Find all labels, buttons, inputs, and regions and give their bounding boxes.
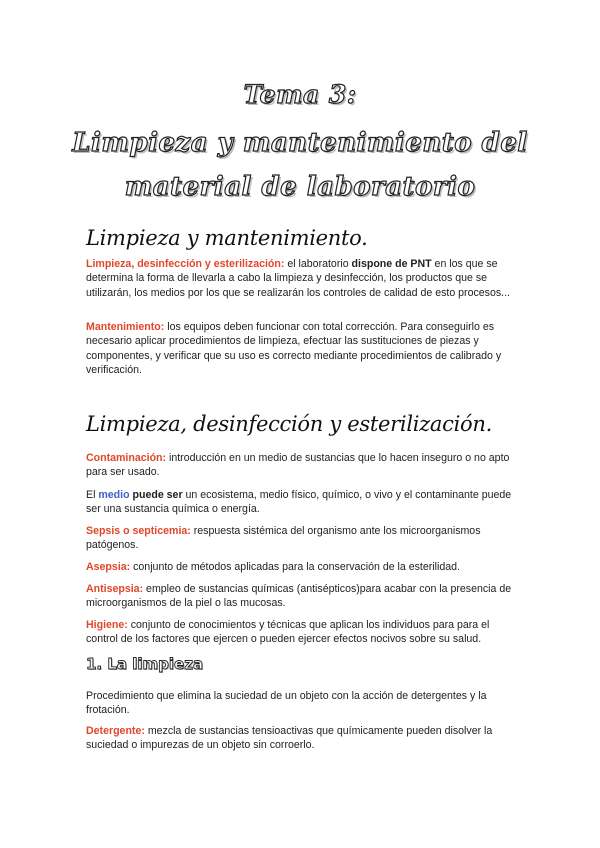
term-label: Sepsis o septicemia:	[86, 525, 191, 537]
blue-term: medio	[98, 489, 130, 501]
paragraph-text: un ecosistema, medio físico, químico, o vivo y el contaminante puede ser una sustancia química o energía.	[86, 489, 512, 516]
paragraph-antisepsia	[86, 582, 518, 611]
paragraph-text: empleo de sustancias químicas (antisépticos)para acabar con la presencia de microorganismos de la piel o las mucosas.	[86, 583, 512, 610]
term-label: Asepsia:	[86, 561, 131, 573]
bold-text: puede ser	[129, 489, 183, 501]
paragraph-limpieza-desinfeccion	[86, 257, 518, 300]
bold-text: dispone de PNT	[351, 258, 432, 270]
subsection-heading-limpieza: 1. La limpieza	[86, 655, 204, 673]
paragraph-text: mezcla de sustancias tensioactivas que químicamente pueden disolver la suciedad o impurezas de un objeto sin corroerlo.	[86, 725, 493, 752]
section-heading-limpieza-mantenimiento: Limpieza y mantenimiento.	[86, 226, 368, 250]
document-title-line-2: Limpieza y mantenimiento del	[72, 128, 528, 158]
paragraph-text: en los que se determina la forma de llevarla a cabo la limpieza y desinfección, los productos que se utilizarán, los medios por los que se realizarán los controles de calidad de esto procesos...	[86, 258, 510, 299]
document-title-line-1: Tema 3:	[243, 80, 357, 109]
term-label: Contaminación:	[86, 452, 167, 464]
document-title-line-3: material de laboratorio	[124, 172, 476, 202]
paragraph-text: introducción en un medio de sustancias que lo hacen inseguro o no apto para ser usado.	[86, 452, 510, 479]
section-heading-desinfeccion-esterilizacion: Limpieza, desinfección y esterilización.	[86, 412, 492, 436]
term-label: Detergente:	[86, 725, 145, 737]
paragraph-procedimiento	[86, 689, 518, 718]
paragraph-text: los equipos deben funcionar con total corrección. Para conseguirlo es necesario aplicar procedimientos de limpieza, efectuar las sustituciones de piezas y componentes, y verificar que su uso es correcto mediante procedimientos de calibrado y verificación.	[86, 321, 502, 377]
term-label: Limpieza, desinfección y esterilización:	[86, 258, 285, 270]
paragraph-mantenimiento	[86, 320, 518, 378]
term-label: Antisepsia:	[86, 583, 144, 595]
term-label: Mantenimiento:	[86, 321, 165, 333]
paragraph-text: el laboratorio	[284, 258, 352, 270]
paragraph-contaminacion	[86, 451, 518, 480]
paragraph-text: El	[86, 489, 99, 501]
paragraph-asepsia	[86, 560, 518, 574]
paragraph-text: Procedimiento que elimina la suciedad de un objeto con la acción de detergentes y la frotación.	[86, 690, 487, 717]
paragraph-detergente	[86, 724, 518, 753]
term-label: Higiene:	[86, 619, 128, 631]
paragraph-medio	[86, 488, 518, 517]
paragraph-sepsis	[86, 524, 518, 553]
paragraph-text: respuesta sistémica del organismo ante los microorganismos patógenos.	[86, 525, 481, 552]
paragraph-higiene	[86, 618, 518, 647]
paragraph-text: conjunto de métodos aplicadas para la conservación de la esterilidad.	[130, 561, 460, 573]
paragraph-text: conjunto de conocimientos y técnicas que aplican los individuos para para el control de los factores que ejercen o pueden ejercer efectos nocivos sobre su salud.	[86, 619, 490, 646]
